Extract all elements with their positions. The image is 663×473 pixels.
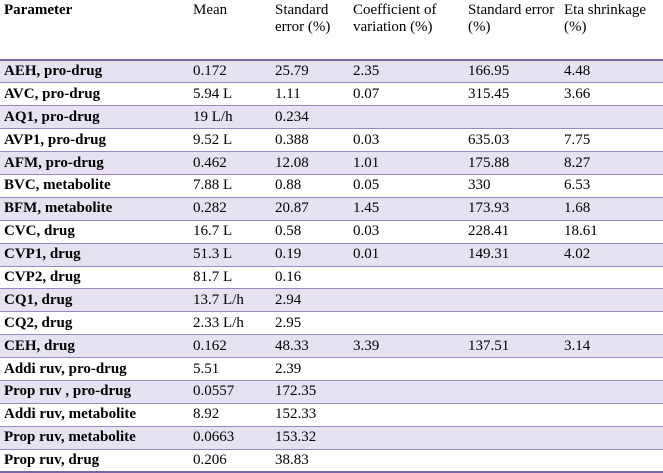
cell-coefficient-of-variation: 2.35 <box>349 60 464 83</box>
cell-parameter: CQ2, drug <box>0 312 189 335</box>
cell-parameter: CQ1, drug <box>0 289 189 312</box>
cell-standard-error-cv: 137.51 <box>464 335 560 358</box>
cell-coefficient-of-variation: 1.45 <box>349 197 464 220</box>
table-row <box>0 83 663 106</box>
cell-coefficient-of-variation: 0.07 <box>349 83 464 106</box>
cell-eta-shrinkage: 18.61 <box>560 220 663 243</box>
header-standard-error: Standard error (%) <box>271 0 349 60</box>
cell-standard-error-cv <box>464 312 560 335</box>
cell-coefficient-of-variation: 0.05 <box>349 174 464 197</box>
cell-standard-error-cv <box>464 380 560 403</box>
cell-coefficient-of-variation <box>349 426 464 449</box>
cell-coefficient-of-variation <box>349 266 464 289</box>
cell-standard-error-cv <box>464 266 560 289</box>
table-row <box>0 312 663 335</box>
cell-mean: 0.206 <box>189 449 271 472</box>
cell-coefficient-of-variation: 0.03 <box>349 220 464 243</box>
table-row <box>0 243 663 266</box>
table-row <box>0 129 663 152</box>
cell-standard-error-cv <box>464 449 560 472</box>
cell-parameter: Prop ruv, metabolite <box>0 426 189 449</box>
cell-standard-error: 25.79 <box>271 60 349 83</box>
cell-standard-error: 0.234 <box>271 106 349 129</box>
cell-standard-error-cv: 166.95 <box>464 60 560 83</box>
cell-standard-error: 20.87 <box>271 197 349 220</box>
cell-mean: 7.88 L <box>189 174 271 197</box>
cell-eta-shrinkage: 3.14 <box>560 335 663 358</box>
cell-mean: 0.0557 <box>189 380 271 403</box>
cell-parameter: AQ1, pro-drug <box>0 106 189 129</box>
cell-eta-shrinkage <box>560 426 663 449</box>
cell-eta-shrinkage <box>560 403 663 426</box>
cell-mean: 2.33 L/h <box>189 312 271 335</box>
header-parameter: Parameter <box>0 0 189 60</box>
table-row <box>0 335 663 358</box>
cell-eta-shrinkage <box>560 380 663 403</box>
cell-eta-shrinkage: 8.27 <box>560 152 663 175</box>
cell-standard-error-cv: 175.88 <box>464 152 560 175</box>
cell-parameter: CVC, drug <box>0 220 189 243</box>
cell-standard-error: 12.08 <box>271 152 349 175</box>
cell-standard-error: 0.88 <box>271 174 349 197</box>
table-row <box>0 449 663 472</box>
cell-standard-error-cv: 635.03 <box>464 129 560 152</box>
table-row <box>0 152 663 175</box>
table-row <box>0 174 663 197</box>
cell-eta-shrinkage: 3.66 <box>560 83 663 106</box>
cell-coefficient-of-variation <box>349 312 464 335</box>
cell-standard-error: 2.95 <box>271 312 349 335</box>
cell-eta-shrinkage: 7.75 <box>560 129 663 152</box>
cell-parameter: Addi ruv, metabolite <box>0 403 189 426</box>
cell-coefficient-of-variation: 0.01 <box>349 243 464 266</box>
header-mean: Mean <box>189 0 271 60</box>
cell-parameter: AVC, pro-drug <box>0 83 189 106</box>
cell-parameter: Prop ruv, drug <box>0 449 189 472</box>
cell-standard-error-cv: 330 <box>464 174 560 197</box>
table-row <box>0 197 663 220</box>
cell-parameter: CVP2, drug <box>0 266 189 289</box>
cell-eta-shrinkage <box>560 358 663 381</box>
table-row <box>0 358 663 381</box>
cell-parameter: CVP1, drug <box>0 243 189 266</box>
cell-standard-error-cv <box>464 403 560 426</box>
header-eta-shrinkage: Eta shrinkage (%) <box>560 0 663 60</box>
cell-coefficient-of-variation: 0.03 <box>349 129 464 152</box>
cell-mean: 13.7 L/h <box>189 289 271 312</box>
cell-mean: 0.282 <box>189 197 271 220</box>
cell-mean: 0.462 <box>189 152 271 175</box>
header-coefficient-of-variation: Coefficient of variation (%) <box>349 0 464 60</box>
cell-coefficient-of-variation <box>349 403 464 426</box>
cell-standard-error: 0.16 <box>271 266 349 289</box>
cell-eta-shrinkage <box>560 289 663 312</box>
cell-coefficient-of-variation <box>349 358 464 381</box>
cell-standard-error: 0.388 <box>271 129 349 152</box>
cell-standard-error: 0.19 <box>271 243 349 266</box>
cell-standard-error-cv: 149.31 <box>464 243 560 266</box>
cell-standard-error: 2.94 <box>271 289 349 312</box>
cell-coefficient-of-variation <box>349 106 464 129</box>
table-row <box>0 220 663 243</box>
cell-mean: 5.51 <box>189 358 271 381</box>
cell-mean: 19 L/h <box>189 106 271 129</box>
header-standard-error-cv: Standard error (%) <box>464 0 560 60</box>
header-row <box>0 0 663 60</box>
cell-eta-shrinkage: 1.68 <box>560 197 663 220</box>
table-row <box>0 380 663 403</box>
cell-standard-error: 48.33 <box>271 335 349 358</box>
cell-parameter: Addi ruv, pro-drug <box>0 358 189 381</box>
cell-standard-error: 38.83 <box>271 449 349 472</box>
cell-standard-error: 153.32 <box>271 426 349 449</box>
cell-mean: 0.0663 <box>189 426 271 449</box>
cell-standard-error-cv <box>464 106 560 129</box>
cell-standard-error-cv <box>464 426 560 449</box>
cell-parameter: AFM, pro-drug <box>0 152 189 175</box>
cell-eta-shrinkage: 4.48 <box>560 60 663 83</box>
table-body <box>0 60 663 472</box>
cell-mean: 0.172 <box>189 60 271 83</box>
cell-coefficient-of-variation: 3.39 <box>349 335 464 358</box>
cell-parameter: AEH, pro-drug <box>0 60 189 83</box>
cell-eta-shrinkage <box>560 312 663 335</box>
cell-eta-shrinkage <box>560 106 663 129</box>
table-row <box>0 266 663 289</box>
table-row <box>0 106 663 129</box>
cell-standard-error: 2.39 <box>271 358 349 381</box>
cell-standard-error: 0.58 <box>271 220 349 243</box>
table-row <box>0 289 663 312</box>
cell-parameter: BFM, metabolite <box>0 197 189 220</box>
table-row <box>0 426 663 449</box>
cell-standard-error-cv: 228.41 <box>464 220 560 243</box>
cell-mean: 8.92 <box>189 403 271 426</box>
cell-mean: 0.162 <box>189 335 271 358</box>
cell-mean: 5.94 L <box>189 83 271 106</box>
cell-mean: 51.3 L <box>189 243 271 266</box>
cell-standard-error-cv: 173.93 <box>464 197 560 220</box>
cell-parameter: Prop ruv , pro-drug <box>0 380 189 403</box>
cell-mean: 81.7 L <box>189 266 271 289</box>
table-row <box>0 403 663 426</box>
cell-coefficient-of-variation <box>349 289 464 312</box>
cell-coefficient-of-variation: 1.01 <box>349 152 464 175</box>
cell-standard-error: 1.11 <box>271 83 349 106</box>
cell-parameter: CEH, drug <box>0 335 189 358</box>
cell-eta-shrinkage: 6.53 <box>560 174 663 197</box>
cell-standard-error: 172.35 <box>271 380 349 403</box>
cell-standard-error-cv: 315.45 <box>464 83 560 106</box>
table-row <box>0 60 663 83</box>
cell-mean: 16.7 L <box>189 220 271 243</box>
cell-eta-shrinkage <box>560 266 663 289</box>
cell-standard-error: 152.33 <box>271 403 349 426</box>
cell-parameter: AVP1, pro-drug <box>0 129 189 152</box>
cell-mean: 9.52 L <box>189 129 271 152</box>
cell-eta-shrinkage <box>560 449 663 472</box>
cell-standard-error-cv <box>464 289 560 312</box>
cell-coefficient-of-variation <box>349 449 464 472</box>
cell-parameter: BVC, metabolite <box>0 174 189 197</box>
cell-eta-shrinkage: 4.02 <box>560 243 663 266</box>
cell-coefficient-of-variation <box>349 380 464 403</box>
cell-standard-error-cv <box>464 358 560 381</box>
